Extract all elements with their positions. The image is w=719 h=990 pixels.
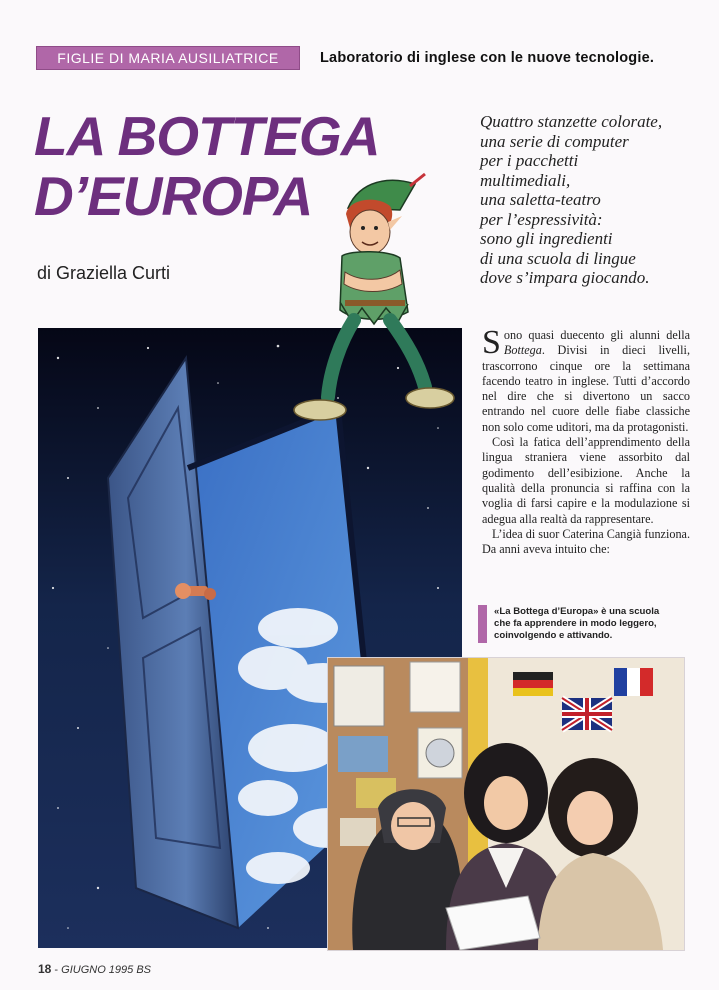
classroom-photo — [327, 657, 685, 951]
caption-bar — [478, 605, 487, 643]
lead-line: per i pacchetti — [480, 151, 579, 170]
body-paragraph: Così la fatica dell’apprendimento della lingua straniera viene assorbito dal godimento dell’esibizione. Anche la qualità della pronuncia si raffina con la voglia di farsi capire e la modulazione si adegua alla realtà da rappresentare. — [482, 435, 690, 526]
article-kicker: Laboratorio di inglese con le nuove tecnologie. — [320, 50, 655, 66]
body-text: ono quasi duecento gli alunni della — [503, 328, 690, 342]
page-footer — [38, 962, 151, 976]
drop-cap: S — [482, 324, 501, 361]
body-paragraph — [482, 324, 690, 435]
lead-line: multimediali, — [480, 170, 571, 190]
title-line-2: D’EUROPA — [34, 165, 313, 227]
lead-line: Quattro stanzette colorate, — [480, 112, 663, 131]
body-italic: Bottega — [503, 343, 542, 358]
byline: di Graziella Curti — [37, 263, 171, 283]
article-body — [482, 324, 690, 557]
issue-info: GIUGNO 1995 BS — [61, 964, 152, 976]
lead-line: sono gli ingredienti — [480, 229, 613, 248]
lead-paragraph — [480, 112, 700, 288]
title-line-1: LA BOTTEGA — [34, 105, 380, 167]
flying-boy-cartoon — [290, 172, 455, 437]
body-paragraph: L’idea di suor Caterina Cangià funziona. Da anni aveva intuito che: — [482, 526, 690, 557]
section-tag: FIGLIE DI MARIA AUSILIATRICE — [36, 46, 300, 70]
lead-line: una saletta-teatro — [480, 190, 601, 209]
lead-line: una serie di computer — [480, 131, 629, 151]
photo-caption: «La Bottega d’Europa» è una scuola che fa apprendere in modo leggero, coinvolgendo e attivando. — [494, 606, 660, 641]
lead-line: di una scuola di lingue — [480, 248, 636, 268]
lead-line: per l’espressività: — [480, 209, 603, 229]
body-text: . Divisi in dieci livelli, trascorrono cinque ore la settimana facendo teatro in inglese. Tutti d’accordo nel dire che si divertono un sacco entrando nel cuore delle fiabe classiche non solo come uditori, ma da protagonisti. — [482, 343, 690, 434]
lead-line: dove s’impara giocando. — [480, 268, 650, 287]
page-number: 18 — [38, 962, 52, 976]
footer-sep: - — [51, 964, 62, 976]
